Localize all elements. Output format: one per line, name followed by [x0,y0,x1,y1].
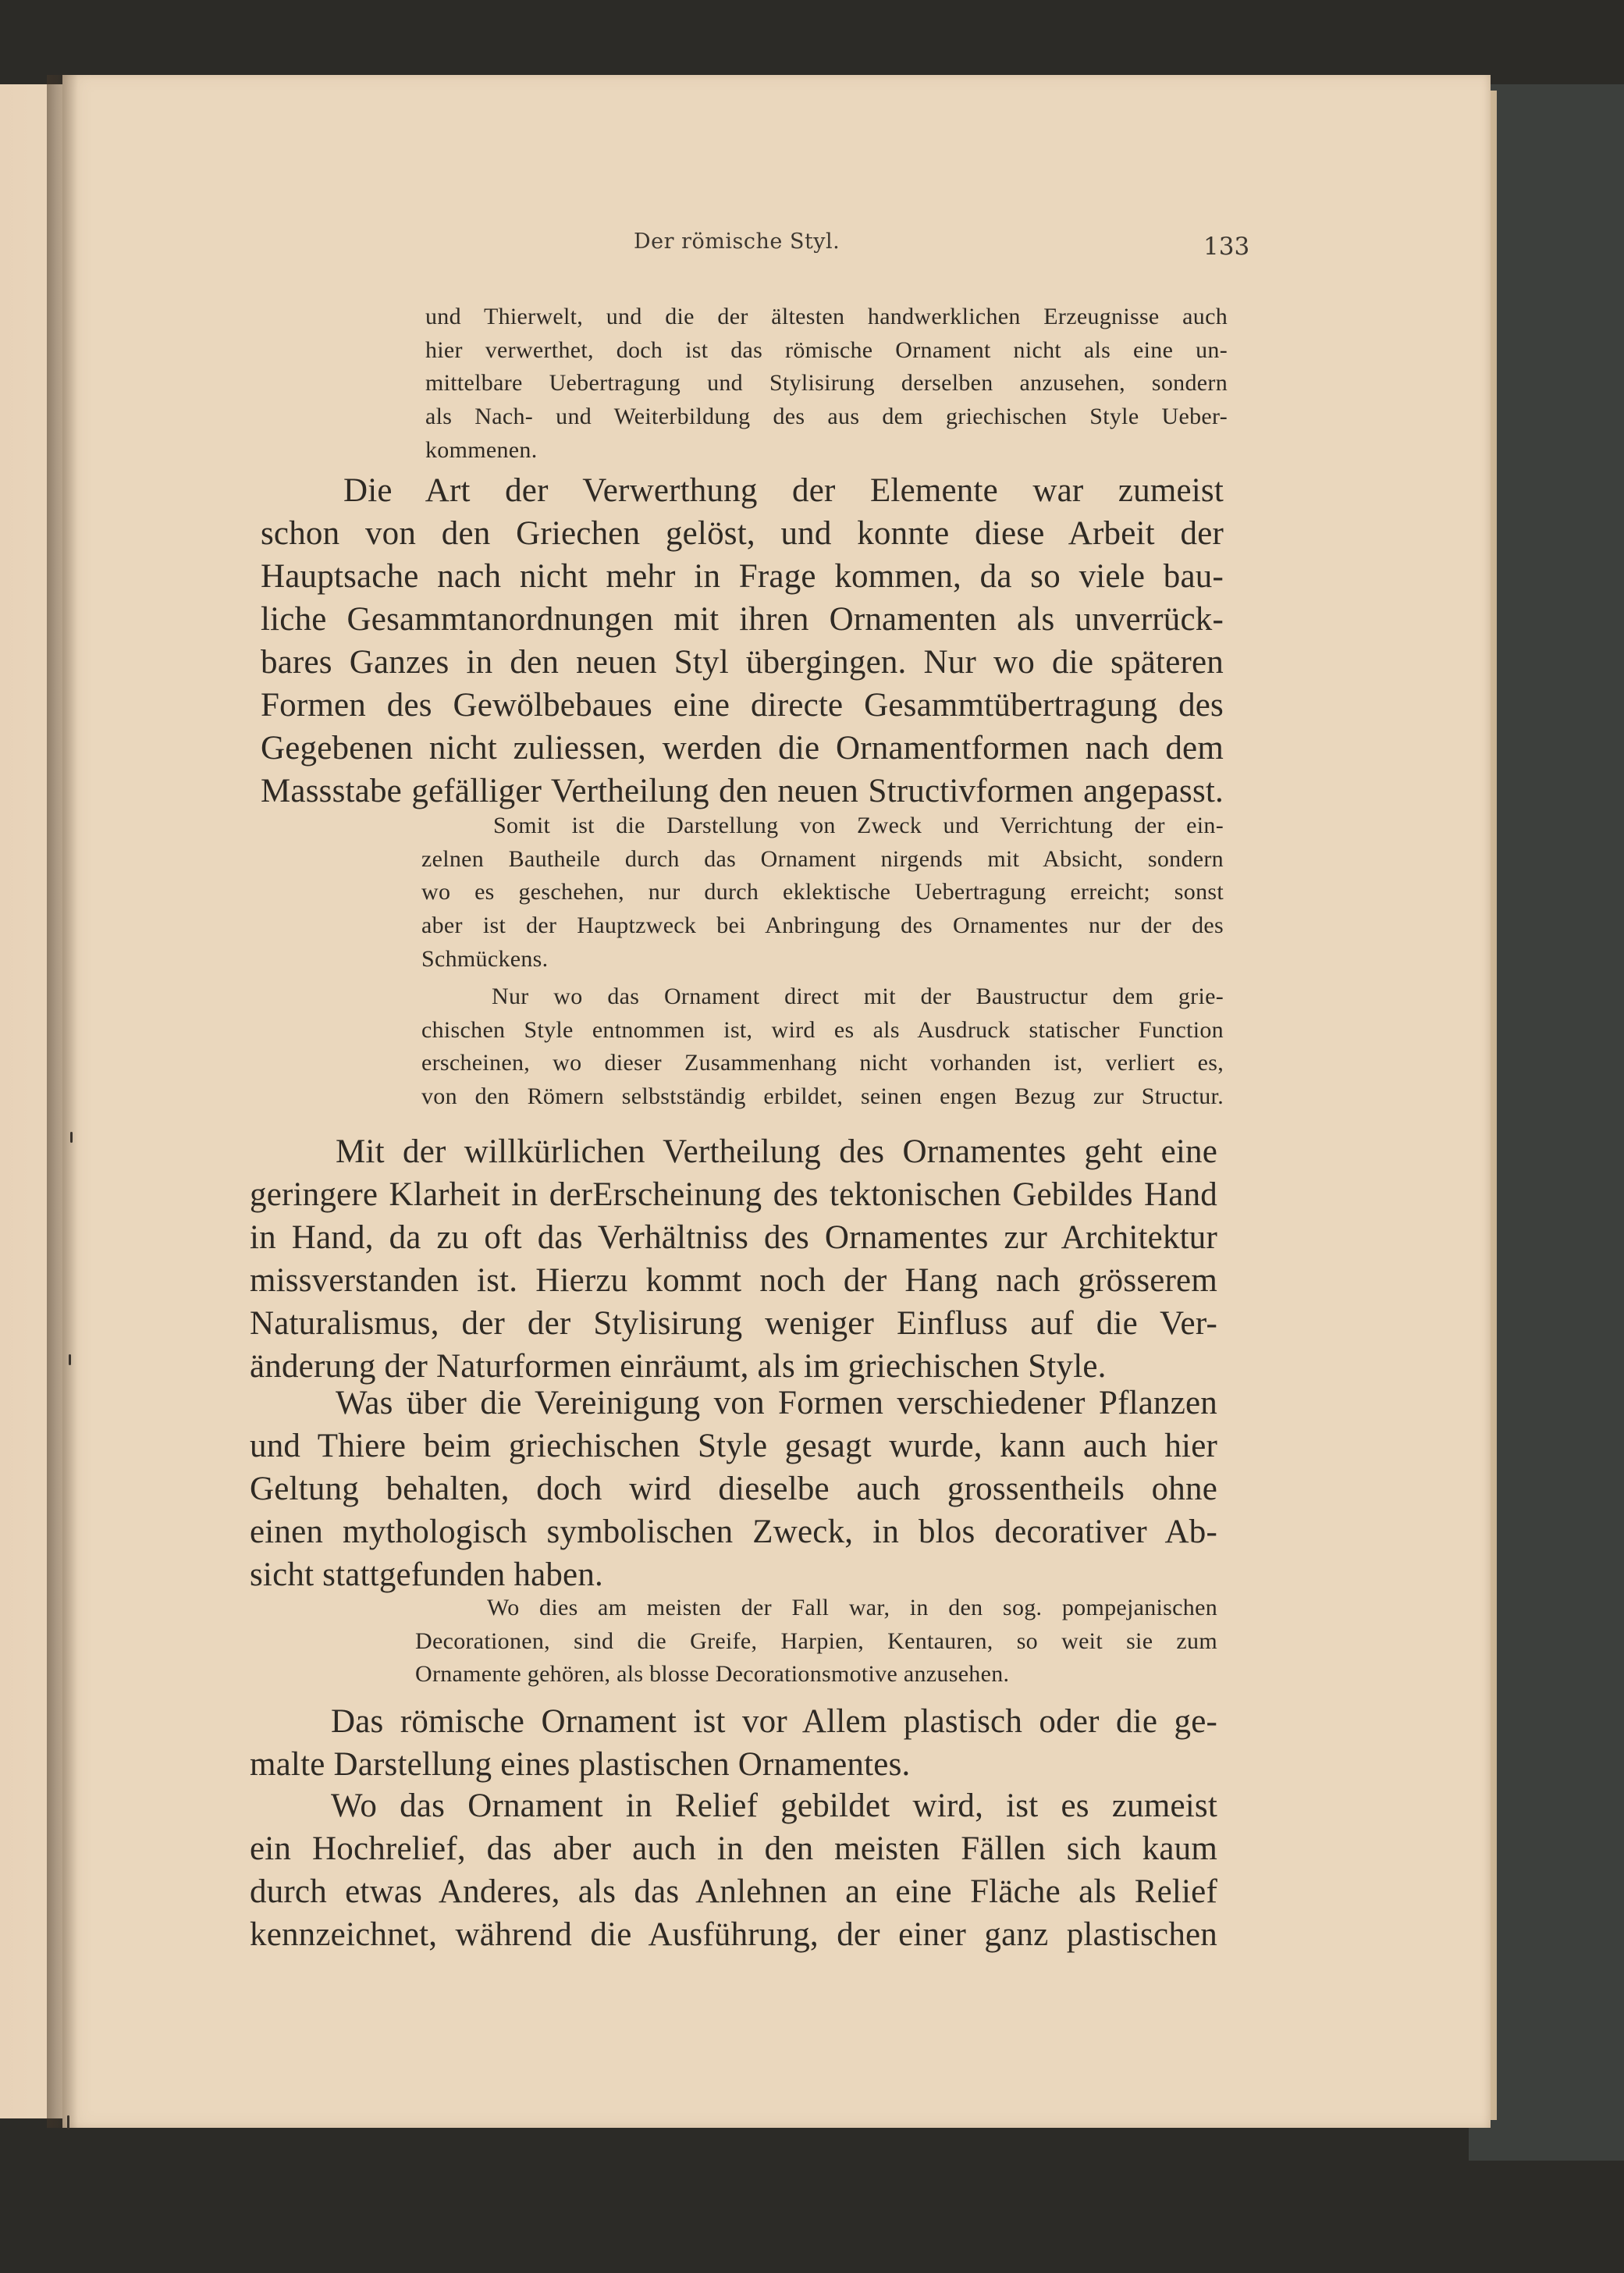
text-line: änderung der Naturformen einräumt, als im griechischen Style. [250,1348,1107,1385]
text-line: erscheinen, wo dieser Zusammenhang nicht vorhanden ist, verliert es, [421,1050,1224,1076]
text-line: missverstanden ist. Hierzu kommt noch der Hang nach grösserem [250,1262,1217,1299]
text-line: liche Gesammtanordnungen mit ihren Ornamenten als unverrück- [261,601,1224,638]
text-line: Ornamente gehören, als blosse Decorationsmotive anzusehen. [415,1661,1010,1688]
text-line: geringere Klarheit in derErscheinung des tektonischen Gebildes Hand [250,1176,1217,1213]
text-line: und Thiere beim griechischen Style gesagt wurde, kann auch hier [250,1428,1217,1464]
text-line: als Nach- und Weiterbildung des aus dem griechischen Style Ueber- [425,404,1228,430]
text-line: Schmückens. [421,945,549,972]
text-line: Die Art der Verwerthung der Elemente war zumeist [343,472,1224,509]
gutter-shadow [47,75,78,2128]
text-line: ein Hochrelief, das aber auch in den meisten Fällen sich kaum [250,1830,1217,1867]
paragraph-large-1 [261,469,1224,813]
text-line: von den Römern selbstständig erbildet, seinen engen Bezug zur Structur. [421,1083,1224,1110]
text-line: Gegebenen nicht zuliessen, werden die Ornamentformen nach dem [261,730,1224,767]
text-line: Wo das Ornament in Relief gebildet wird, ist es zumeist [331,1787,1217,1824]
text-line: schon von den Griechen gelöst, und konnte diese Arbeit der [261,515,1224,552]
text-line: kommenen. [425,436,538,463]
margin-mark [67,2115,69,2129]
text-line: Das römische Ornament ist vor Allem plastisch oder die ge- [331,1703,1217,1740]
text-line: Mit der willkürlichen Vertheilung des Ornamentes geht eine [336,1133,1217,1170]
text-line: kennzeichnet, während die Ausführung, der einer ganz plastischen [250,1916,1217,1953]
text-line: chischen Style entnommen ist, wird es als Ausdruck statischer Function [421,1016,1224,1043]
paragraph-large-2 [250,1130,1217,1388]
text-line: wo es geschehen, nur durch eklektische Uebertragung erreicht; sonst [421,879,1224,905]
text-line: und Thierwelt, und die der ältesten handwerklichen Erzeugnisse auch [425,304,1228,329]
text-line: aber ist der Hauptzweck bei Anbringung des Ornamentes nur der des [421,912,1224,939]
text-line: malte Darstellung eines plastischen Ornamentes. [250,1746,911,1783]
text-line: Massstabe gefälliger Vertheilung den neuen Structivformen angepasst. [261,773,1224,809]
running-head: Der römische Styl. [634,229,840,254]
text-line: Hauptsache nach nicht mehr in Frage kommen, da so viele bau- [261,558,1224,595]
text-line: hier verwerthet, doch ist das römische Ornament nicht als eine un- [425,336,1228,363]
text-line: Geltung behalten, doch wird dieselbe auch grossentheils ohne [250,1471,1217,1507]
text-line: Decorationen, sind die Greife, Harpien, Kentauren, so weit sie zum [415,1627,1217,1654]
margin-mark [70,1132,73,1143]
paragraph-large-5 [250,1784,1217,1956]
page-number: 133 [1203,233,1250,261]
text-line: Wo dies am meisten der Fall war, in den sog. pompejanischen [487,1595,1217,1620]
text-line: einen mythologisch symbolischen Zweck, in blos decorativer Ab- [250,1514,1217,1550]
text-line: mittelbare Uebertragung und Stylisirung derselben anzusehen, sondern [425,370,1228,397]
text-line: Nur wo das Ornament direct mit der Baustructur dem grie- [492,984,1224,1009]
text-line: Was über die Vereinigung von Formen verschiedener Pflanzen [336,1385,1217,1421]
text-line: in Hand, da zu oft das Verhältniss des Ornamentes zur Architektur [250,1219,1217,1256]
paragraph-small-1 [425,301,1228,468]
text-line: sicht stattgefunden haben. [250,1556,603,1593]
paragraph-small-4 [415,1592,1217,1691]
text-line: durch etwas Anderes, als das Anlehnen an eine Fläche als Relief [250,1873,1217,1910]
text-line: zelnen Bautheile durch das Ornament nirgends mit Absicht, sondern [421,845,1224,872]
text-line: Naturalismus, der der Stylisirung weniger Einfluss auf die Ver- [250,1305,1217,1342]
paragraph-small-3 [421,980,1224,1114]
text-line: bares Ganzes in den neuen Styl übergingen. Nur wo die späteren [261,644,1224,681]
paragraph-large-4 [250,1700,1217,1786]
paragraph-small-2 [421,809,1224,976]
text-line: Somit ist die Darstellung von Zweck und Verrichtung der ein- [493,813,1224,838]
margin-mark [69,1354,71,1365]
paragraph-large-3 [250,1382,1217,1596]
text-line: Formen des Gewölbebaues eine directe Gesammtübertragung des [261,687,1224,724]
